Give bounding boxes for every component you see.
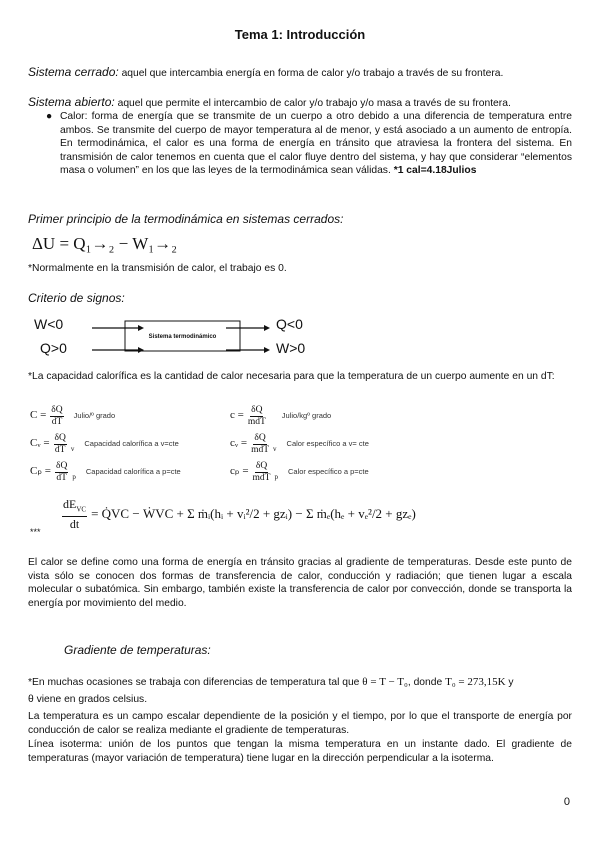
closed-system-term: Sistema cerrado: — [28, 65, 119, 79]
open-system-term: Sistema abierto: — [28, 95, 115, 109]
q-in-label: Q>0 — [40, 340, 67, 356]
formula-fraction: $\frac{\delta Q}{\text{mdT}}$ — [247, 404, 266, 427]
energy-derivative: $\frac{dE_{VC}}{dt}$ — [63, 496, 87, 532]
formula-fraction: $\frac{\delta Q}{dT}$ — [56, 460, 68, 483]
formula-description: Calor específico a p=cte — [288, 467, 369, 477]
formula-fraction: $\frac{\delta Q}{\text{mdT}}$ — [251, 432, 270, 455]
open-system-text: aquel que permite el intercambio de calor y/o trabajo y/o masa a través de su frontera. — [117, 98, 511, 109]
gradient-note — [28, 676, 572, 690]
sign-criteria-heading: Criterio de signos: — [28, 291, 125, 305]
formula-lhs: Cₚ = — [30, 465, 52, 478]
formula-subscript: v — [70, 445, 75, 454]
closed-system-definition — [28, 66, 572, 81]
energy-balance-equation — [62, 496, 416, 532]
heat-capacity-row — [230, 430, 430, 458]
heat-capacity-row — [30, 402, 230, 430]
formula-description: Capacidad calorífica a p=cte — [85, 467, 181, 477]
heat-capacity-right-column — [230, 402, 430, 486]
theta-equation: θ = T − T₀ — [362, 676, 408, 688]
formula-subscript: p — [274, 473, 278, 482]
closed-system-text: aquel que intercambia energía en forma de calor y/o trabajo a través de su frontera. — [121, 68, 504, 79]
heat-bullet — [60, 110, 572, 178]
formula-fraction: $\frac{\delta Q}{\text{mdT}}$ — [252, 460, 271, 483]
formula-lhs: c = — [230, 409, 244, 422]
heat-capacity-row — [30, 458, 230, 486]
first-principle-equation: ΔU = Q₁→₂ − W₁→₂ — [32, 234, 178, 253]
stars-marker: *** — [30, 527, 41, 537]
bullet-icon: ● — [46, 111, 53, 122]
formula-fraction: $\frac{\delta Q}{dT}$ — [54, 432, 66, 455]
gradient-note-line2: θ viene en grados celsius. — [28, 694, 148, 705]
w-out-label: W>0 — [276, 340, 306, 356]
open-system-definition — [28, 96, 572, 111]
formula-lhs: cₚ = — [230, 465, 249, 478]
heat-capacity-intro: *La capacidad calorífica es la cantidad de calor necesaria para que la temperatura de un cuerpo aumente en un dT: — [28, 371, 555, 382]
heat-capacity-row — [230, 458, 430, 486]
heat-bullet-text: Calor: forma de energía que se transmite de un cuerpo a otro debido a una diferencia de temperatura entre ambos. Se transmite del cuerpo de mayor temperatura al de menor, y está asociado a un aumento de entropía. En termodinámica, el calor es una forma de energía en tránsito que atraviesa la frontera del sistema. En transmisión de calor tenemos en cuenta que el calor fluye dentro del sistema, y hay que considerar “elementos masa o volumen” en los que las leyes de la termodinámica sean válidas. — [60, 111, 572, 176]
energy-balance-rhs: = Q̇VC − ẆVC + Σ ṁᵢ(hᵢ + vᵢ²/2 + gzᵢ) − Σ ṁₑ(hₑ + vₑ²/2 + gzₑ) — [91, 506, 416, 522]
formula-lhs: Cᵥ = — [30, 437, 50, 450]
gradient-heading: Gradiente de temperaturas: — [64, 643, 211, 657]
gradient-note-text: y — [508, 677, 514, 688]
w-in-label: W<0 — [34, 316, 64, 332]
formula-description: Julio/º grado — [73, 411, 116, 421]
page-number: 0 — [563, 796, 570, 808]
first-principle-heading: Primer principio de la termodinámica en sistemas cerrados: — [28, 212, 344, 226]
heat-transfer-paragraph: El calor se define como una forma de energía en tránsito gracias al gradiente de temperaturas. Desde este punto de vista sólo se conocen dos formas de transferencia de calor, conducción y radiación; que tienen lugar a escala molecular o subatómica. Sin embargo, también existe la transferencia de calor por convección, donde se transporta la energía por movimiento del medio. — [28, 557, 572, 609]
gradient-note-text: , donde — [407, 677, 443, 688]
formula-subscript: p — [72, 473, 76, 482]
formula-description: Calor específico a v= cte — [286, 439, 369, 449]
formula-description: Capacidad calorífica a v=cte — [84, 439, 179, 449]
formula-lhs: C = — [30, 409, 47, 422]
first-principle-note: *Normalmente en la transmisión de calor, el trabajo es 0. — [28, 263, 287, 274]
calorie-conversion: *1 cal=4.18Julios — [393, 165, 477, 176]
formula-description: Julio/kgº grado — [281, 411, 332, 421]
formula-lhs: cᵥ = — [230, 437, 248, 450]
heat-capacity-row — [230, 402, 430, 430]
page-title: Tema 1: Introducción — [234, 27, 366, 42]
isotherm-paragraph: Línea isoterma: unión de los puntos que tengan la misma temperatura en un instante dado. El gradiente de temperaturas (mayor variación de temperatura) tiene lugar en la dirección perpendicular a la isoterma. — [28, 739, 572, 764]
gradient-note-text: *En muchas ocasiones se trabaja con diferencias de temperatura tal que — [28, 677, 360, 688]
heat-capacity-row — [30, 430, 230, 458]
gradient-paragraph-1: La temperatura es un campo escalar dependiente de la posición y el tiempo, por lo que el transporte de energía por conducción de calor se realiza mediante el gradiente de temperaturas. — [28, 711, 572, 736]
heat-capacity-left-column — [30, 402, 230, 486]
q-out-label: Q<0 — [276, 316, 303, 332]
formula-fraction: $\frac{\delta Q}{dT}$ — [51, 404, 63, 427]
t0-equation: T₀ = 273,15K — [445, 676, 506, 688]
formula-subscript: v — [273, 445, 277, 454]
sign-diagram — [30, 314, 330, 364]
system-box-label: Sistema termodinámico — [148, 334, 217, 340]
